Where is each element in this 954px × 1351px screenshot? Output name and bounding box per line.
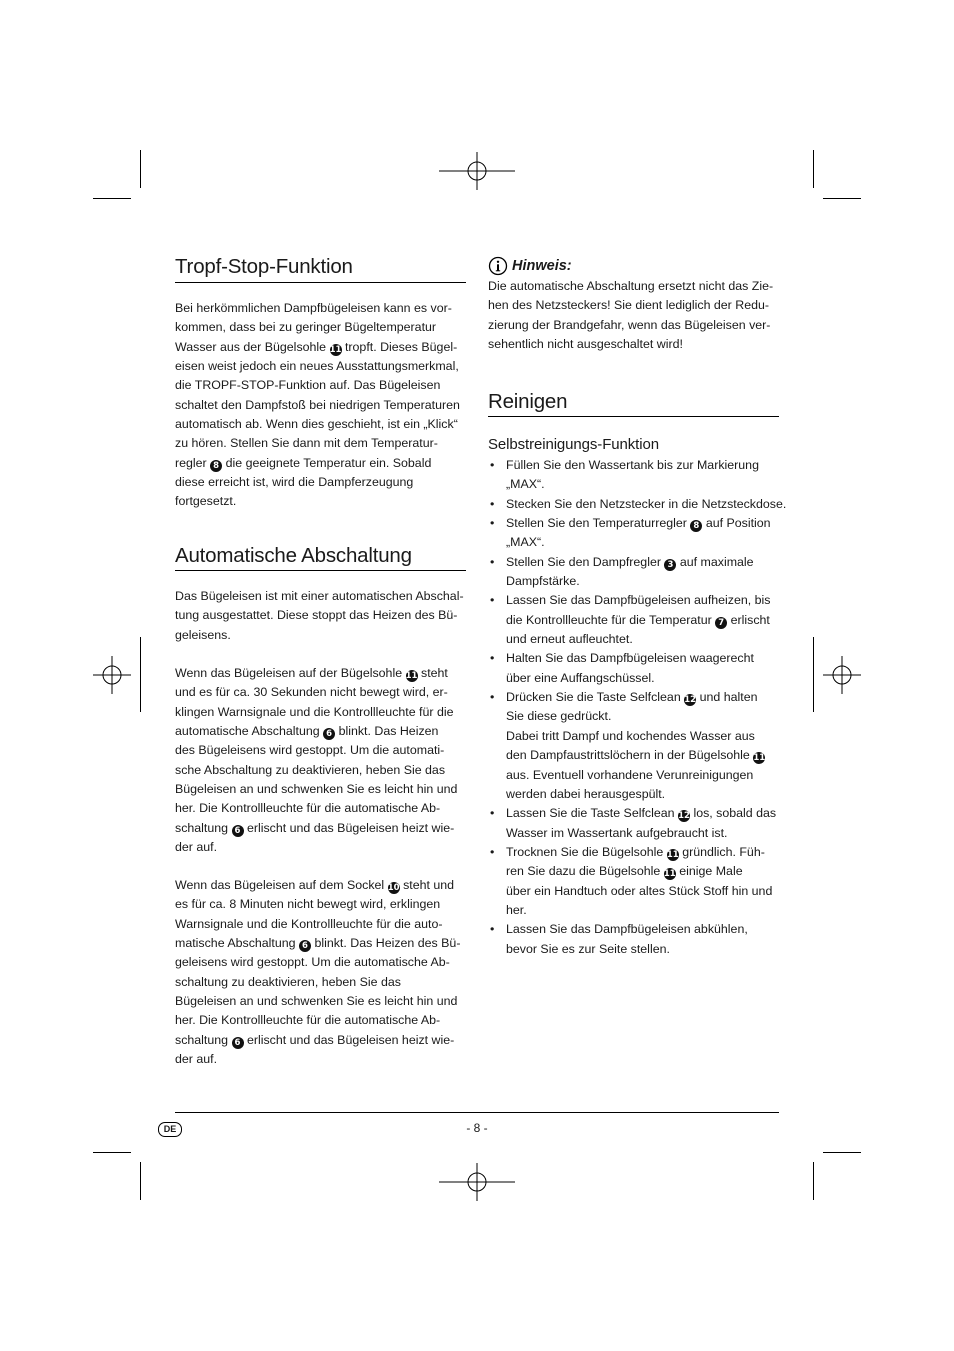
list-item: • Lassen Sie das Dampfbügeleisen aufheizen, bis die Kontrollleuchte für die Temperatur 7 erlischt und erneut aufleuchtet. [488, 591, 788, 649]
list-item: • Drücken Sie die Taste Selfclean 12 und halten Sie diese gedrückt. Dabei tritt Dampf und kochendes Wasser aus den Dampfaustrittslöchern in der Bügelsohle 11 aus. Eventuell vorhandene Verunreinigungen werden dabei herausgespült. [488, 688, 788, 804]
cleaning-steps-list [488, 456, 788, 959]
ref-number-12: 12 [678, 811, 690, 822]
section-rule [175, 282, 466, 283]
ref-number-8: 8 [210, 460, 222, 472]
abschaltung-sockel-paragraph: Wenn das Bügeleisen auf dem Sockel 10 steht und es für ca. 8 Minuten nicht bewegt wird, erklingen Warnsignale und die Kontrollleuchte für die auto- matische Abschaltung 6 blinkt. Das Heizen des Bü- geleisens wird gestoppt. Um die automatische Ab- schaltung zu deaktivieren, heben Sie das Bügeleisen an und schwenken Sie es leicht hin und her. Die Kontrollleuchte für die automatische Ab- schaltung 6 erlischt und das Bügeleisen heizt wie- der auf. [175, 878, 461, 1067]
registration-mark-right [823, 656, 861, 694]
info-icon [488, 256, 508, 276]
ref-number-11: 11 [329, 344, 342, 355]
list-item: • Halten Sie das Dampfbügeleisen waagerecht über eine Auffangschüssel. [488, 649, 788, 688]
list-item: • Füllen Sie den Wassertank bis zur Markierung „MAX“. [488, 456, 788, 495]
list-item: • Trocknen Sie die Bügelsohle 11 gründlich. Füh- ren Sie dazu die Bügelsohle 11 einige Male über ein Handtuch oder altes Stück Stoff hin und her. [488, 843, 788, 920]
page-number: - 8 - [466, 1121, 488, 1135]
ref-number-11: 11 [663, 869, 676, 880]
ref-number-6: 6 [299, 940, 311, 952]
ref-number-6: 6 [232, 1037, 244, 1049]
ref-number-6: 6 [323, 728, 335, 740]
ref-number-11: 11 [405, 671, 418, 681]
ref-number-3: 3 [664, 559, 676, 571]
ref-number-10: 10 [387, 883, 400, 893]
footer-rule [175, 1112, 779, 1113]
list-item: • Stellen Sie den Temperaturregler 8 auf Position „MAX“. [488, 514, 788, 553]
section-title-reinigen: Reinigen [488, 390, 568, 413]
language-badge: DE [158, 1122, 182, 1137]
ref-number-7: 7 [715, 617, 727, 629]
list-item: • Lassen Sie das Dampfbügeleisen abkühlen, bevor Sie es zur Seite stellen. [488, 920, 788, 959]
ref-number-11: 11 [666, 849, 679, 860]
ref-number-12: 12 [684, 695, 697, 706]
hinweis-title: Hinweis: [512, 258, 572, 274]
ref-number-11: 11 [753, 753, 766, 764]
registration-mark-bottom [439, 1163, 515, 1201]
section-rule [488, 416, 779, 417]
abschaltung-sohle-paragraph: Wenn das Bügeleisen auf der Bügelsohle 11 steht und es für ca. 30 Sekunden nicht bewegt wird, er- klingen Warnsignale und die Kontrollleuchte für die automatische Abschaltung 6 blinkt. Das Heizen des Bügeleisens wird gestoppt. Um die automati- sche Abschaltung zu deaktivieren, heben Sie das Bügeleisen an und schwenken Sie es leicht hin und her. Die Kontrollleuchte für die automatische Ab- schaltung 6 erlischt und das Bügeleisen heizt wie- der auf. [175, 666, 458, 855]
hinweis-text: Die automatische Abschaltung ersetzt nicht das Zie- hen des Netzsteckers! Sie dient lediglich der Redu- zierung der Brandgefahr, wenn das Bügeleisen ver- sehentlich nicht ausgeschaltet wird! [488, 279, 774, 352]
list-item: • Lassen Sie die Taste Selfclean 12 los, sobald das Wasser im Wassertank aufgebraucht ist. [488, 804, 788, 843]
subsection-title-selbstreinigung: Selbstreinigungs-Funktion [488, 436, 659, 453]
ref-number-6: 6 [232, 825, 244, 837]
list-item: • Stellen Sie den Dampfregler 3 auf maximale Dampfstärke. [488, 553, 788, 592]
section-title-tropf-stop: Tropf-Stop-Funktion [175, 255, 353, 278]
ref-number-8: 8 [690, 520, 702, 532]
section-title-abschaltung: Automatische Abschaltung [175, 544, 412, 567]
section-rule [175, 570, 466, 571]
abschaltung-intro: Das Bügeleisen ist mit einer automatischen Abschal- tung ausgestattet. Diese stoppt das Heizen des Bü- geleisens. [175, 589, 464, 642]
list-item: • Stecken Sie den Netzstecker in die Netzsteckdose. [488, 495, 788, 514]
tropf-paragraph: Bei herkömmlichen Dampfbügeleisen kann es vor- kommen, dass bei zu geringer Bügeltemperatur Wasser aus der Bügelsohle 11 tropft. Dieses Bügel- eisen weist jedoch ein neues Ausstattungsmerkmal, die TROPF-STOP-Funktion auf. Das Bügeleisen schaltet den Dampfstoß bei niedrigen Temperaturen automatisch ab. Wenn dies geschieht, ist ein „Klick“ zu hören. Stellen Sie dann mit dem Temperatur- regler 8 die geeignete Temperatur ein. Sobald diese erreicht ist, wird die Dampferzeugung fortgesetzt. [175, 301, 460, 509]
registration-mark-top [439, 152, 515, 190]
registration-mark-left [93, 656, 131, 694]
